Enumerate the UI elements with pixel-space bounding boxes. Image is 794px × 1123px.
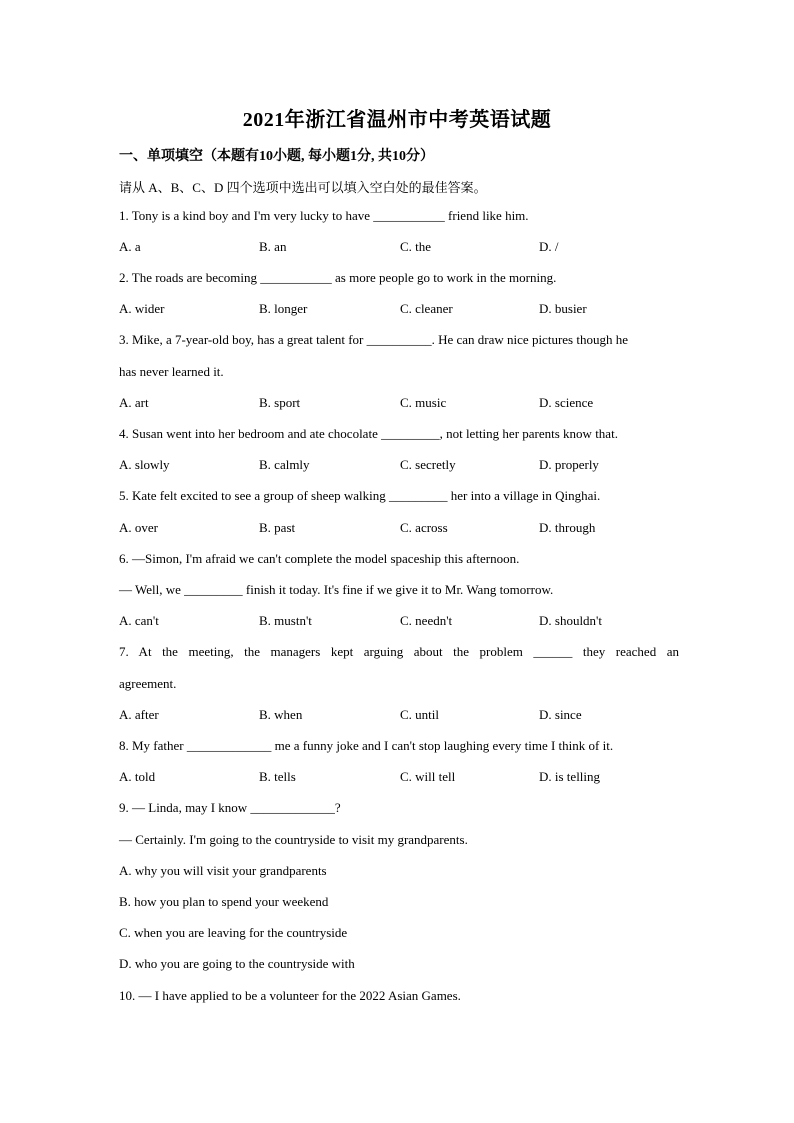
option-c: C. until xyxy=(400,707,440,722)
option-a: A. a xyxy=(119,239,141,254)
option-a: A. can't xyxy=(119,613,159,628)
option-c: C. music xyxy=(400,395,447,410)
option-c: C. the xyxy=(400,239,432,254)
option-a: A. art xyxy=(119,395,149,410)
option-c: C. will tell xyxy=(400,769,456,784)
question-6-stem: 6. —Simon, I'm afraid we can't complete the model spaceship this afternoon. xyxy=(119,551,520,566)
option-b: B. mustn't xyxy=(259,613,312,628)
option-b: B. past xyxy=(259,520,296,535)
question-9-stem-cont: — Certainly. I'm going to the countryside to visit my grandparents. xyxy=(119,832,468,847)
exam-title: 2021年浙江省温州市中考英语试题 xyxy=(242,109,552,131)
question-7-stem-cont: agreement. xyxy=(119,676,177,691)
option-c: C. secretly xyxy=(400,457,456,472)
question-9-option-a: A. why you will visit your grandparents xyxy=(119,863,327,878)
option-d: D. through xyxy=(539,520,596,535)
option-b: B. calmly xyxy=(259,457,310,472)
option-c: C. cleaner xyxy=(400,301,453,316)
option-d: D. is telling xyxy=(539,769,601,784)
option-a: A. over xyxy=(119,520,158,535)
option-d: D. since xyxy=(539,707,582,722)
option-d: D. shouldn't xyxy=(539,613,603,628)
question-5-stem: 5. Kate felt excited to see a group of sheep walking _________ her into a village in Qinghai. xyxy=(119,488,601,503)
option-b: B. longer xyxy=(259,301,308,316)
option-b: B. tells xyxy=(259,769,296,784)
option-a: A. told xyxy=(119,769,156,784)
question-8-stem: 8. My father _____________ me a funny joke and I can't stop laughing every time I think of it. xyxy=(119,738,614,753)
option-c: C. across xyxy=(400,520,448,535)
option-b: B. an xyxy=(259,239,287,254)
question-9-option-c: C. when you are leaving for the countryside xyxy=(119,925,348,940)
option-c: C. needn't xyxy=(400,613,453,628)
question-7-stem: 7. At the meeting, the managers kept arguing about the problem ______ they reached an xyxy=(119,644,679,659)
question-4-stem: 4. Susan went into her bedroom and ate chocolate _________, not letting her parents know that. xyxy=(119,426,618,441)
question-2-stem: 2. The roads are becoming ___________ as more people go to work in the morning. xyxy=(119,270,557,285)
instruction: 请从 A、B、C、D 四个选项中选出可以填入空白处的最佳答案。 xyxy=(119,180,487,195)
question-9-option-b: B. how you plan to spend your weekend xyxy=(119,894,329,909)
option-d: D. properly xyxy=(539,457,599,472)
question-3-stem-cont: has never learned it. xyxy=(119,364,224,379)
question-9-stem: 9. — Linda, may I know _____________? xyxy=(119,800,341,815)
option-a: A. after xyxy=(119,707,159,722)
question-9-option-d: D. who you are going to the countryside with xyxy=(119,956,355,971)
option-a: A. wider xyxy=(119,301,165,316)
option-b: B. when xyxy=(259,707,303,722)
option-d: D. busier xyxy=(539,301,587,316)
question-1-stem: 1. Tony is a kind boy and I'm very lucky to have ___________ friend like him. xyxy=(119,208,529,223)
question-3-stem: 3. Mike, a 7-year-old boy, has a great talent for __________. He can draw nice pictures though he xyxy=(119,332,628,347)
option-d: D. / xyxy=(539,239,559,254)
question-10-stem: 10. — I have applied to be a volunteer for the 2022 Asian Games. xyxy=(119,988,461,1003)
option-d: D. science xyxy=(539,395,594,410)
section-heading: 一、单项填空（本题有10小题, 每小题1分, 共10分） xyxy=(119,149,434,164)
question-6-stem-cont: — Well, we _________ finish it today. It's fine if we give it to Mr. Wang tomorrow. xyxy=(119,582,554,597)
option-a: A. slowly xyxy=(119,457,170,472)
option-b: B. sport xyxy=(259,395,301,410)
